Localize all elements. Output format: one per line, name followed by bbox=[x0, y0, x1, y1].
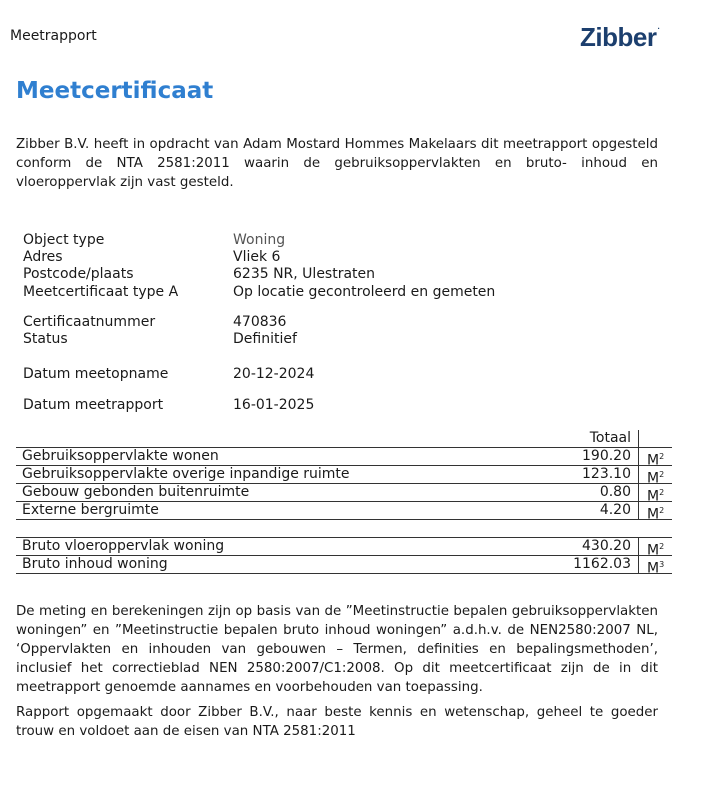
footer-paragraph: Rapport opgemaakt door Zibber B.V., naar beste kennis en wetenschap, geheel te goeder trouw en voldoet aan de eisen van NTA 2581:2011 bbox=[16, 705, 658, 739]
row-label: Externe bergruimte bbox=[22, 502, 159, 518]
table-row bbox=[16, 466, 672, 487]
row-unit: $M^2$ bbox=[638, 484, 673, 501]
detail-label: Adres bbox=[23, 249, 63, 265]
row-value: 123.10 bbox=[582, 466, 631, 482]
logo-mark: . bbox=[657, 22, 660, 31]
table-row bbox=[16, 448, 672, 469]
zibber-logo bbox=[580, 22, 659, 53]
row-label: Gebouw gebonden buitenruimte bbox=[22, 484, 250, 500]
row-value: 190.20 bbox=[582, 448, 631, 464]
row-value: 1162.03 bbox=[573, 556, 631, 572]
detail-label: Certificaatnummer bbox=[23, 314, 156, 330]
detail-value: Vliek 6 bbox=[233, 249, 281, 265]
table-header-row bbox=[16, 430, 672, 448]
detail-value: Definitief bbox=[233, 331, 297, 347]
detail-value: 6235 NR, Ulestraten bbox=[233, 266, 376, 282]
detail-label: Postcode/plaats bbox=[23, 266, 134, 282]
area-table bbox=[16, 430, 672, 523]
total-column-header: Totaal bbox=[589, 430, 631, 446]
detail-value: Op locatie gecontroleerd en gemeten bbox=[233, 284, 496, 300]
row-unit: $M^2$ bbox=[638, 502, 673, 519]
row-label: Gebruiksoppervlakte wonen bbox=[22, 448, 219, 464]
intro-paragraph: Zibber B.V. heeft in opdracht van Adam Mostard Hommes Makelaars dit meetrapport opgesteld conform de NTA 2581:2011 waarin de gebruiksoppervlakten en bruto- inhoud en vloeroppervlak zijn vast gesteld. bbox=[16, 137, 658, 190]
detail-value: 16-01-2025 bbox=[233, 397, 315, 413]
row-value: 430.20 bbox=[582, 538, 631, 554]
row-label: Bruto vloeroppervlak woning bbox=[22, 538, 225, 554]
row-unit: $M^2$ bbox=[638, 448, 673, 465]
table-row bbox=[16, 538, 672, 559]
page-title: Meetcertificaat bbox=[16, 78, 214, 104]
logo-text: Zibber bbox=[580, 22, 657, 52]
detail-label: Object type bbox=[23, 232, 105, 248]
row-label: Bruto inhoud woning bbox=[22, 556, 168, 572]
detail-value: 470836 bbox=[233, 314, 287, 330]
table-row bbox=[16, 484, 672, 505]
detail-label: Datum meetrapport bbox=[23, 397, 164, 413]
volume-table bbox=[16, 537, 672, 577]
detail-label: Meetcertificaat type A bbox=[23, 284, 179, 300]
methodology-paragraph: De meting en berekeningen zijn op basis van de ”Meetinstructie bepalen gebruiksoppervlakten woningen” en ”Meetinstructie bepalen bruto inhoud woningen” a.d.h.v. de NEN2580:2007 NL, ‘Oppervlakten en inhouden van gebouwen – Termen, definities en bepalingsmethoden’, inclusief het correctieblad NEN 2580:2007/C1:2008. Op dit meetcertificaat zijn de in dit meetrapport genoemde aannames en voorbehouden van toepassing. bbox=[16, 604, 658, 695]
row-unit: $M^3$ bbox=[638, 556, 673, 573]
detail-label: Status bbox=[23, 331, 68, 347]
row-value: 0.80 bbox=[599, 484, 631, 500]
row-unit: $M^2$ bbox=[638, 538, 673, 555]
table-row bbox=[16, 502, 672, 523]
row-value: 4.20 bbox=[599, 502, 631, 518]
row-unit: $M^2$ bbox=[638, 466, 673, 483]
detail-value: 20-12-2024 bbox=[233, 366, 315, 382]
document-header-label: Meetrapport bbox=[10, 28, 97, 44]
detail-value: Woning bbox=[233, 232, 286, 248]
column-divider bbox=[638, 430, 639, 448]
table-row bbox=[16, 556, 672, 577]
detail-label: Datum meetopname bbox=[23, 366, 169, 382]
row-label: Gebruiksoppervlakte overige inpandige ruimte bbox=[22, 466, 350, 482]
